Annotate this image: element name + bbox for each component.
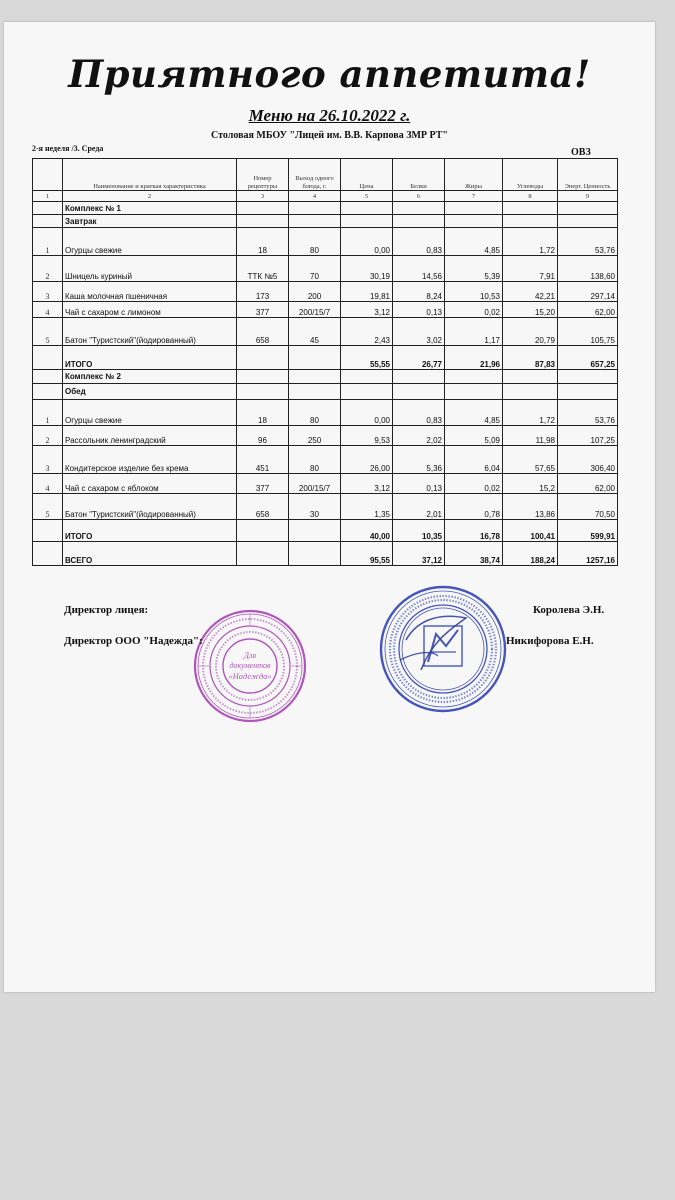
col-header-carbs: Углеводы bbox=[503, 159, 558, 191]
fat: 4,85 bbox=[445, 400, 503, 426]
protein: 3,02 bbox=[393, 318, 445, 346]
header-row bbox=[33, 159, 618, 191]
row-number: 1 bbox=[33, 400, 63, 426]
dish-name: Батон "Туристский"(йодированный) bbox=[63, 494, 237, 520]
energy: 62,00 bbox=[558, 302, 618, 318]
price: 0,00 bbox=[341, 228, 393, 256]
protein: 5,36 bbox=[393, 446, 445, 474]
carbs: 57,65 bbox=[503, 446, 558, 474]
table-row bbox=[33, 302, 618, 318]
protein: 8,24 bbox=[393, 282, 445, 302]
blue-round-stamp bbox=[376, 582, 510, 716]
table-row bbox=[33, 282, 618, 302]
recipe-number: 377 bbox=[237, 474, 289, 494]
recipe-number: 96 bbox=[237, 426, 289, 446]
total-label: ИТОГО bbox=[63, 520, 237, 542]
carbs: 15,2 bbox=[503, 474, 558, 494]
col-number: 3 bbox=[237, 191, 289, 202]
energy: 53,76 bbox=[558, 400, 618, 426]
carbs: 7,91 bbox=[503, 256, 558, 282]
week-day: 2-я неделя /3. Среда bbox=[32, 144, 104, 153]
protein: 2,02 bbox=[393, 426, 445, 446]
complex-row bbox=[33, 202, 618, 215]
director-company-name: Никифорова Е.Н. bbox=[506, 635, 594, 647]
protein: 0,13 bbox=[393, 302, 445, 318]
total-protein: 26,77 bbox=[393, 346, 445, 370]
protein: 2,01 bbox=[393, 494, 445, 520]
col-number: 8 bbox=[503, 191, 558, 202]
row-number: 2 bbox=[33, 256, 63, 282]
fat: 0,02 bbox=[445, 474, 503, 494]
fat: 10,53 bbox=[445, 282, 503, 302]
carbs: 13,86 bbox=[503, 494, 558, 520]
recipe-number: 658 bbox=[237, 318, 289, 346]
row-number: 4 bbox=[33, 474, 63, 494]
meal-label: Завтрак bbox=[63, 215, 237, 228]
recipe-number: 451 bbox=[237, 446, 289, 474]
total-energy: 657,25 bbox=[558, 346, 618, 370]
recipe-number: 18 bbox=[237, 228, 289, 256]
yield: 200/15/7 bbox=[289, 474, 341, 494]
carbs: 1,72 bbox=[503, 400, 558, 426]
col-number: 5 bbox=[341, 191, 393, 202]
col-number: 6 bbox=[393, 191, 445, 202]
dish-name: Огурцы свежие bbox=[63, 228, 237, 256]
yield: 200/15/7 bbox=[289, 302, 341, 318]
energy: 53,76 bbox=[558, 228, 618, 256]
director-school-name: Королева Э.Н. bbox=[533, 604, 605, 616]
fat: 0,02 bbox=[445, 302, 503, 318]
fat: 5,09 bbox=[445, 426, 503, 446]
stamp-text: «Надежда» bbox=[228, 671, 272, 681]
complex-label: Комплекс № 2 bbox=[63, 370, 237, 384]
price: 0,00 bbox=[341, 400, 393, 426]
fat: 6,04 bbox=[445, 446, 503, 474]
grand-total-row bbox=[33, 542, 618, 566]
director-school-label: Директор лицея: bbox=[64, 604, 149, 616]
col-header-recipe: Номер рецептуры bbox=[237, 159, 289, 191]
meal-row bbox=[33, 384, 618, 400]
grand-total-carbs: 188,24 bbox=[503, 542, 558, 566]
price: 30,19 bbox=[341, 256, 393, 282]
meal-row bbox=[33, 215, 618, 228]
recipe-number: 18 bbox=[237, 400, 289, 426]
carbs: 20,79 bbox=[503, 318, 558, 346]
protein: 0,13 bbox=[393, 474, 445, 494]
total-row bbox=[33, 346, 618, 370]
price: 19,81 bbox=[341, 282, 393, 302]
grand-total-price: 95,55 bbox=[341, 542, 393, 566]
complex-label: Комплекс № 1 bbox=[63, 202, 237, 215]
page-title: Приятного аппетита! bbox=[68, 52, 591, 96]
meal-label: Обед bbox=[63, 384, 237, 400]
total-label: ИТОГО bbox=[63, 346, 237, 370]
energy: 297,14 bbox=[558, 282, 618, 302]
total-energy: 599,91 bbox=[558, 520, 618, 542]
yield: 200 bbox=[289, 282, 341, 302]
energy: 62,00 bbox=[558, 474, 618, 494]
row-number: 4 bbox=[33, 302, 63, 318]
col-number: 2 bbox=[63, 191, 237, 202]
price: 2,43 bbox=[341, 318, 393, 346]
total-protein: 10,35 bbox=[393, 520, 445, 542]
dish-name: Каша молочная пшеничная bbox=[63, 282, 237, 302]
fat: 1,17 bbox=[445, 318, 503, 346]
recipe-number: ТТК №5 bbox=[237, 256, 289, 282]
price: 3,12 bbox=[341, 302, 393, 318]
protein: 14,56 bbox=[393, 256, 445, 282]
row-number: 2 bbox=[33, 426, 63, 446]
canteen-name: Столовая МБОУ "Лицей им. В.В. Карпова ЗМР РТ" bbox=[211, 130, 448, 141]
carbs: 11,98 bbox=[503, 426, 558, 446]
row-number: 1 bbox=[33, 228, 63, 256]
grand-total-energy: 1257,16 bbox=[558, 542, 618, 566]
carbs: 42,21 bbox=[503, 282, 558, 302]
yield: 80 bbox=[289, 400, 341, 426]
yield: 80 bbox=[289, 228, 341, 256]
director-company-label: Директор ООО "Надежда": bbox=[64, 635, 203, 647]
table-row bbox=[33, 426, 618, 446]
table-row bbox=[33, 494, 618, 520]
yield: 30 bbox=[289, 494, 341, 520]
total-price: 55,55 bbox=[341, 346, 393, 370]
fat: 4,85 bbox=[445, 228, 503, 256]
recipe-number: 173 bbox=[237, 282, 289, 302]
dish-name: Рассольник ленинградский bbox=[63, 426, 237, 446]
menu-table bbox=[32, 158, 618, 566]
menu-date: Меню на 26.10.2022 г. bbox=[248, 106, 411, 125]
col-header-protein: Белки bbox=[393, 159, 445, 191]
grand-total-protein: 37,12 bbox=[393, 542, 445, 566]
dish-name: Кондитерское изделие без крема bbox=[63, 446, 237, 474]
stamp-text: документов bbox=[229, 661, 271, 670]
col-header-empty bbox=[33, 159, 63, 191]
total-carbs: 100,41 bbox=[503, 520, 558, 542]
table-row bbox=[33, 474, 618, 494]
purple-round-stamp bbox=[190, 606, 310, 726]
recipe-number: 658 bbox=[237, 494, 289, 520]
price: 3,12 bbox=[341, 474, 393, 494]
price: 1,35 bbox=[341, 494, 393, 520]
yield: 70 bbox=[289, 256, 341, 282]
complex-row bbox=[33, 370, 618, 384]
col-header-price: Цена bbox=[341, 159, 393, 191]
total-price: 40,00 bbox=[341, 520, 393, 542]
col-header-energy: Энерг. Ценность bbox=[558, 159, 618, 191]
dish-name: Чай с сахаром с лимоном bbox=[63, 302, 237, 318]
dish-name: Шницель куриный bbox=[63, 256, 237, 282]
price: 26,00 bbox=[341, 446, 393, 474]
row-number: 3 bbox=[33, 446, 63, 474]
energy: 70,50 bbox=[558, 494, 618, 520]
total-row bbox=[33, 520, 618, 542]
fat: 5,39 bbox=[445, 256, 503, 282]
total-fat: 21,96 bbox=[445, 346, 503, 370]
recipe-number: 377 bbox=[237, 302, 289, 318]
grand-total-label: ВСЕГО bbox=[63, 542, 237, 566]
energy: 107,25 bbox=[558, 426, 618, 446]
energy: 306,40 bbox=[558, 446, 618, 474]
stamp-text: Для bbox=[243, 651, 257, 660]
protein: 0,83 bbox=[393, 228, 445, 256]
table-row bbox=[33, 446, 618, 474]
col-number: 4 bbox=[289, 191, 341, 202]
yield: 80 bbox=[289, 446, 341, 474]
grand-total-fat: 38,74 bbox=[445, 542, 503, 566]
price: 9,53 bbox=[341, 426, 393, 446]
yield: 250 bbox=[289, 426, 341, 446]
energy: 138,60 bbox=[558, 256, 618, 282]
col-number: 7 bbox=[445, 191, 503, 202]
col-header-yield: Выход одного блюда, г. bbox=[289, 159, 341, 191]
yield: 45 bbox=[289, 318, 341, 346]
carbs: 15,20 bbox=[503, 302, 558, 318]
col-number: 1 bbox=[33, 191, 63, 202]
col-number: 9 bbox=[558, 191, 618, 202]
dish-name: Батон "Туристский"(йодированный) bbox=[63, 318, 237, 346]
col-header-name: Наименование и краткая характеристика bbox=[63, 159, 237, 191]
total-carbs: 87,83 bbox=[503, 346, 558, 370]
energy: 105,75 bbox=[558, 318, 618, 346]
carbs: 1,72 bbox=[503, 228, 558, 256]
menu-sheet bbox=[4, 22, 655, 992]
table-row bbox=[33, 228, 618, 256]
dish-name: Огурцы свежие bbox=[63, 400, 237, 426]
table-row bbox=[33, 400, 618, 426]
dish-name: Чай с сахаром с яблоком bbox=[63, 474, 237, 494]
col-header-fat: Жиры bbox=[445, 159, 503, 191]
row-number: 3 bbox=[33, 282, 63, 302]
protein: 0,83 bbox=[393, 400, 445, 426]
column-number-row bbox=[33, 191, 618, 202]
diet-category: ОВЗ bbox=[571, 147, 591, 158]
table-row bbox=[33, 256, 618, 282]
fat: 0,78 bbox=[445, 494, 503, 520]
table-row bbox=[33, 318, 618, 346]
row-number: 5 bbox=[33, 494, 63, 520]
row-number: 5 bbox=[33, 318, 63, 346]
total-fat: 16,78 bbox=[445, 520, 503, 542]
